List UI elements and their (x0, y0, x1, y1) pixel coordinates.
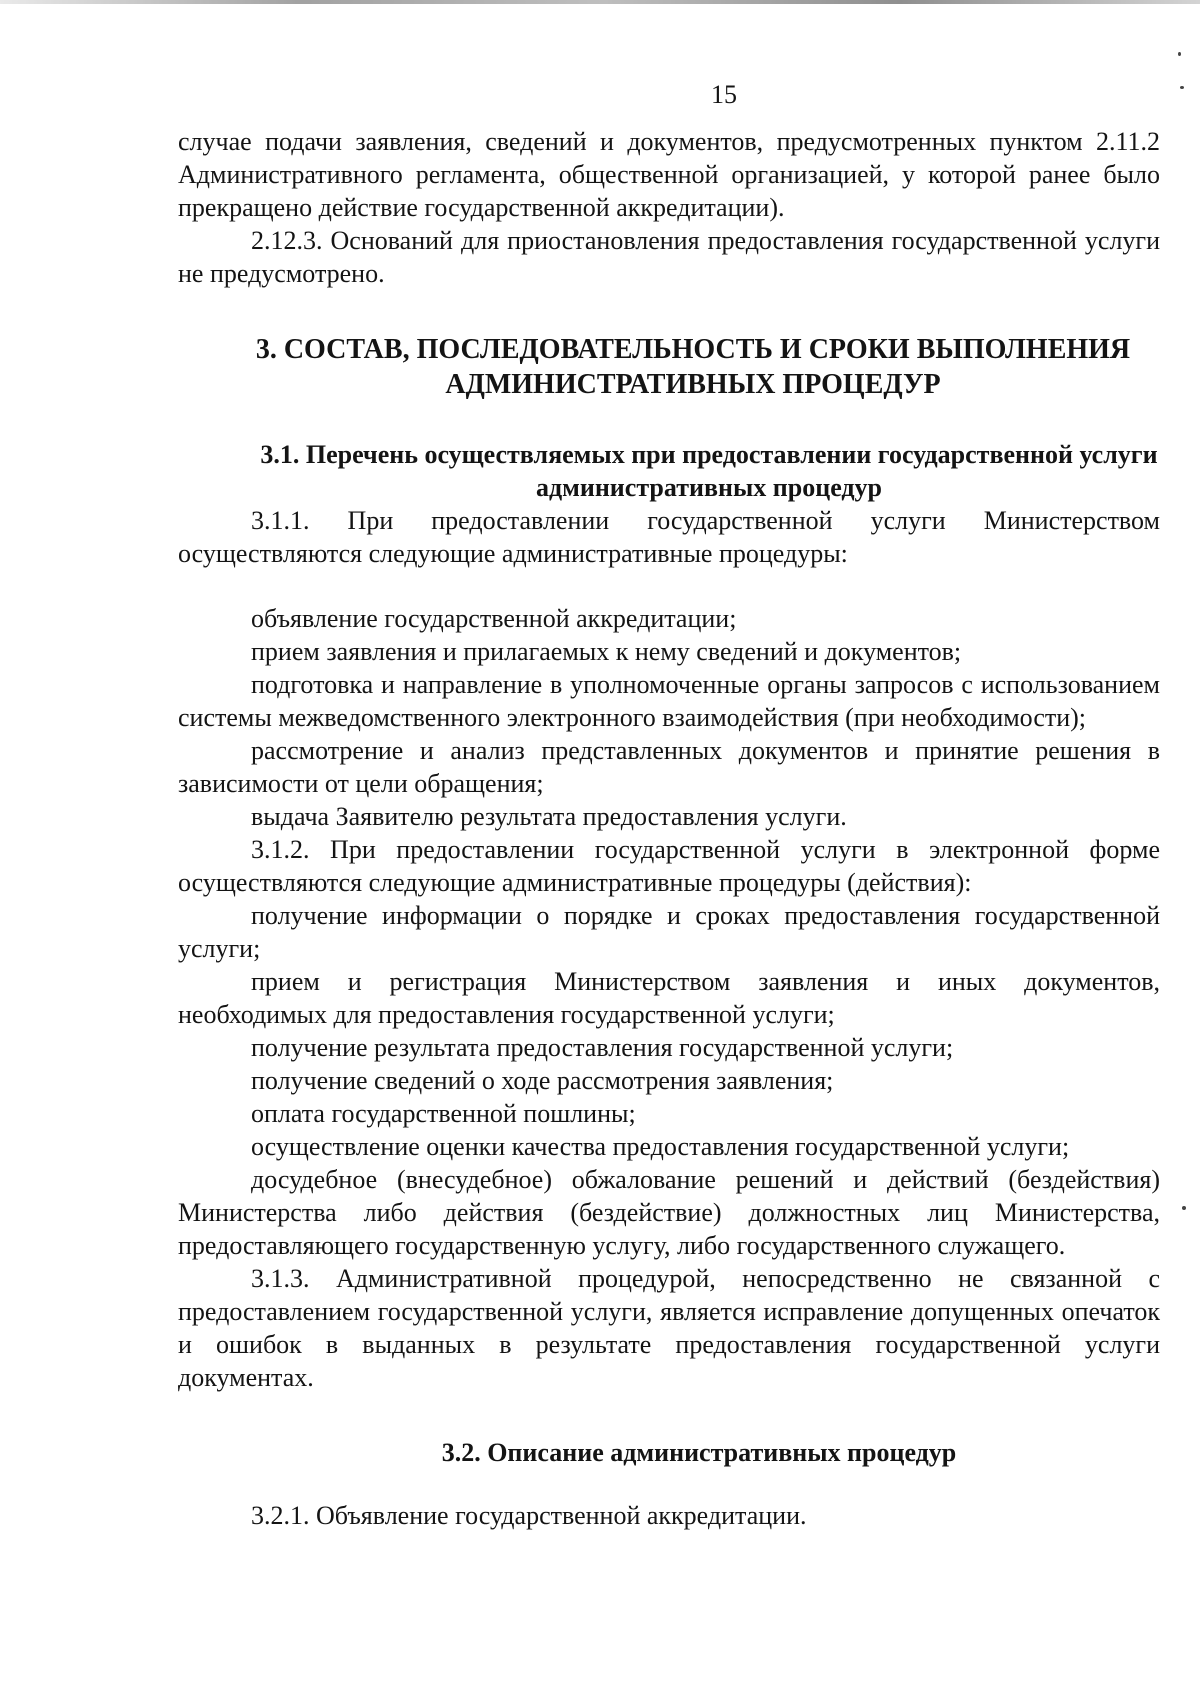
list-item: прием заявления и прилагаемых к нему сведений и документов; (251, 637, 962, 666)
page-number: 15 (711, 80, 737, 109)
list-item: рассмотрение и анализ представленных документов и принятие решения в зависимости от цели обращения; (178, 736, 1160, 798)
section-title: 3. СОСТАВ, ПОСЛЕДОВАТЕЛЬНОСТЬ И СРОКИ ВЫПОЛНЕНИЯ АДМИНИСТРАТИВНЫХ ПРОЦЕДУР (255, 334, 1131, 400)
scan-speck (1182, 1206, 1186, 1210)
list-item: осуществление оценки качества предоставления государственной услуги; (251, 1132, 1070, 1161)
paragraph-3-1-1: 3.1.1. При предоставлении государственной услуги Министерством осуществляются следующие административные процедуры: (178, 506, 1160, 568)
list-item: объявление государственной аккредитации; (251, 604, 737, 633)
list-item: получение сведений о ходе рассмотрения заявления; (251, 1066, 834, 1095)
paragraph-3-2-1: 3.2.1. Объявление государственной аккредитации. (251, 1501, 807, 1530)
scan-speck (1178, 52, 1181, 56)
paragraph-3-1-3: 3.1.3. Административной процедурой, непосредственно не связанной с предоставлением государственной услуги, является исправление допущенных опечаток и ошибок в выданных в результате предоставления государственной услуги документах. (178, 1264, 1160, 1392)
list-item: прием и регистрация Министерством заявления и иных документов, необходимых для предоставления государственной услуги; (178, 967, 1160, 1029)
list-item: получение информации о порядке и сроках предоставления государственной услуги; (178, 901, 1160, 963)
paragraph-3-1-2: 3.1.2. При предоставлении государственной услуги в электронной форме осуществляются следующие административные процедуры (действия): (178, 835, 1160, 897)
spacer (178, 570, 1160, 602)
list-item: выдача Заявителю результата предоставления услуги. (251, 802, 847, 831)
paragraph-continuation: случае подачи заявления, сведений и документов, предусмотренных пунктом 2.11.2 Административного регламента, общественной организацией, у которой ранее было прекращено действие государственной аккредитации). (178, 127, 1160, 222)
scan-speck (1180, 86, 1184, 89)
subsection-title-3-2: 3.2. Описание административных процедур (441, 1438, 957, 1467)
list-item: получение результата предоставления государственной услуги; (251, 1033, 954, 1062)
paragraph-2-12-3: 2.12.3. Оснований для приостановления предоставления государственной услуги не предусмотрено. (178, 226, 1160, 288)
scan-edge-line (0, 0, 1200, 4)
list-item: досудебное (внесудебное) обжалование решений и действий (бездействия) Министерства либо действия (бездействие) должностных лиц Министерства, предоставляющего государственную услугу, либо государственного служащего. (178, 1165, 1160, 1260)
subsection-title-3-1: 3.1. Перечень осуществляемых при предоставлении государственной услуги административных процедур (260, 440, 1158, 502)
list-item: подготовка и направление в уполномоченные органы запросов с использованием системы межведомственного электронного взаимодействия (при необходимости); (178, 670, 1160, 732)
list-3-1-2 (178, 899, 1160, 1262)
list-item: оплата государственной пошлины; (251, 1099, 636, 1128)
document-page (178, 78, 1160, 1532)
list-3-1-1 (178, 602, 1160, 833)
